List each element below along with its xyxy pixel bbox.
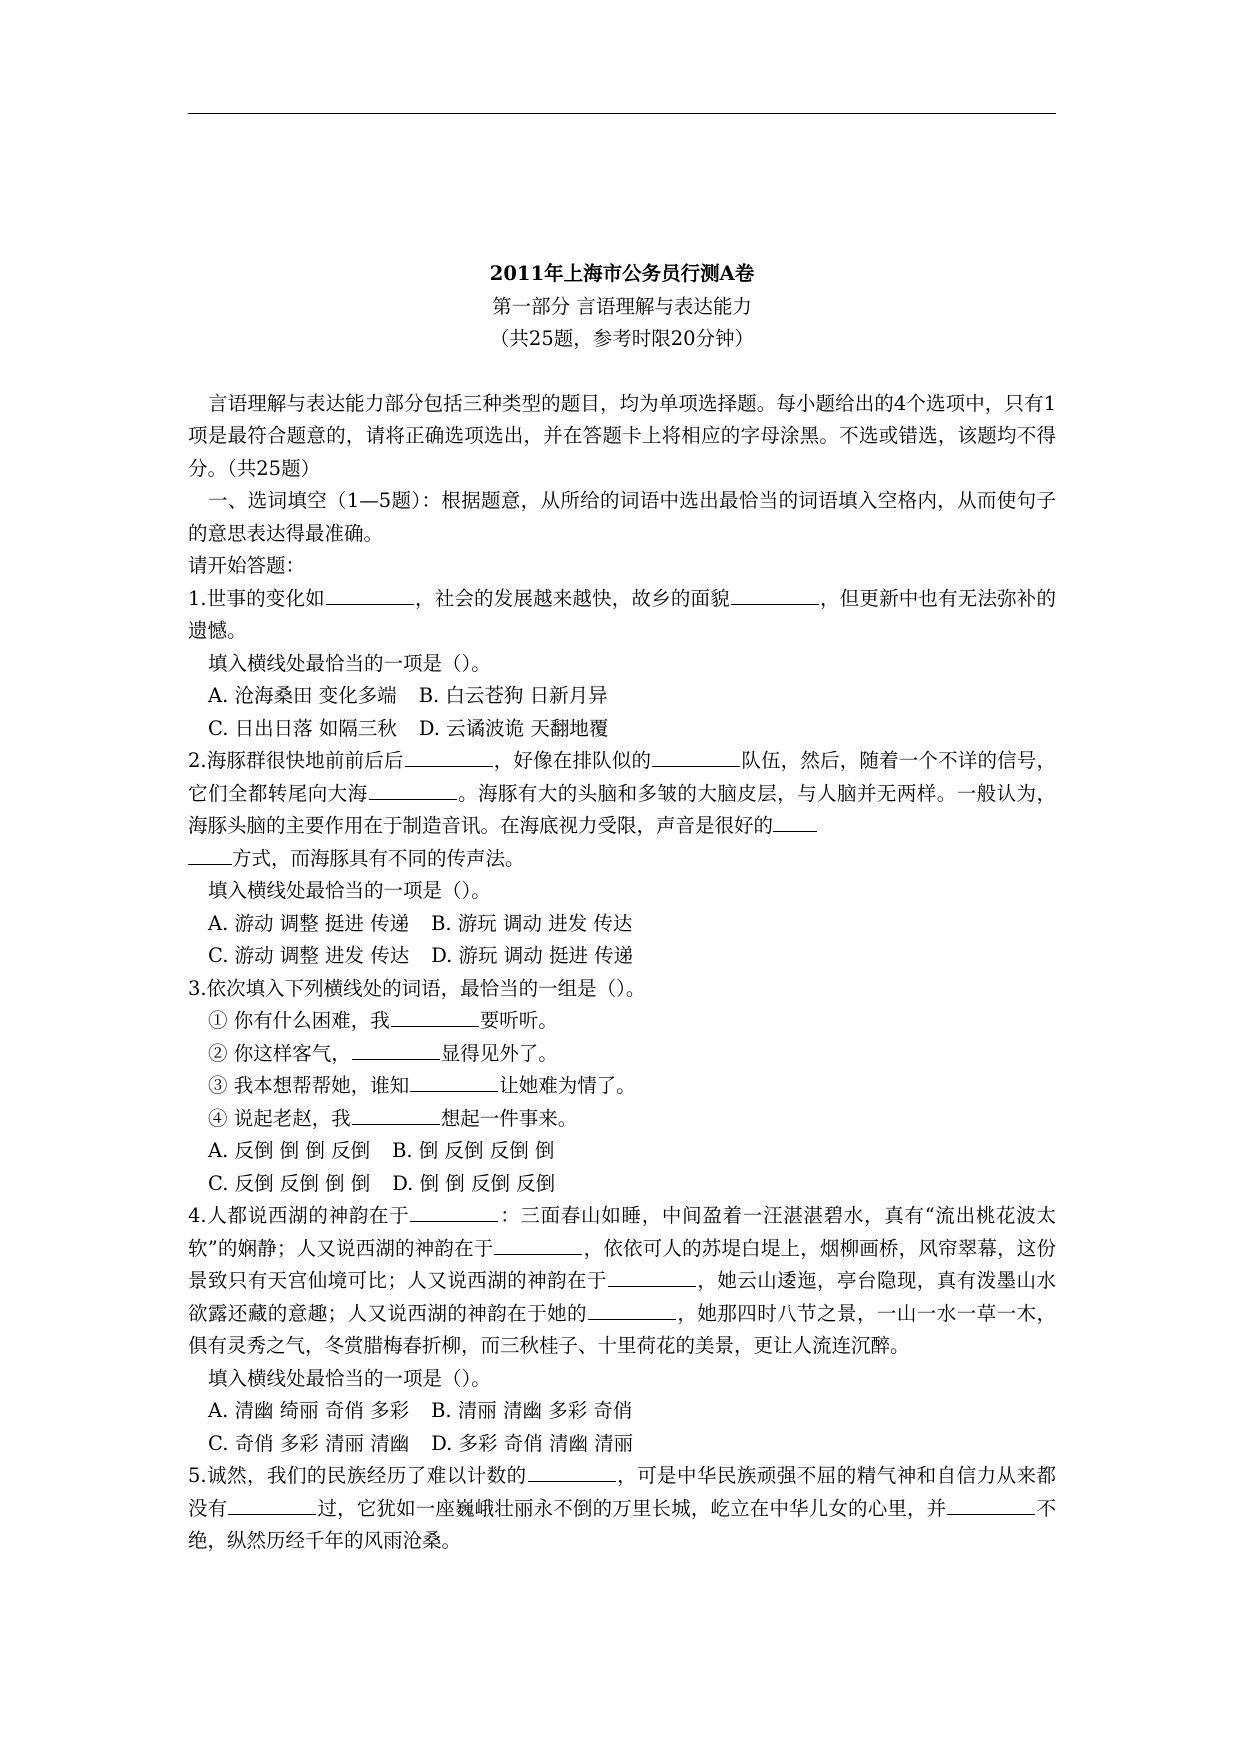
q3-s3-text-b: 让她难为情了。 <box>499 1074 636 1097</box>
q2-option-d: D. 游玩 调动 挺进 传递 <box>431 944 634 967</box>
q4-text-5: ，她那四时八节之景，一山一水一草一木，俱有灵秀之气，冬赏腊梅春折柳，而三秋桂子、十里荷花的美景，更让人流连沉醉。 <box>188 1301 1056 1357</box>
question-2-stem <box>188 745 1056 875</box>
q2-text-4: 。海豚有大的头脑和多皱的大脑皮层，与人脑并无两样。一般认为，海豚头脑的主要作用在于制造音讯。在海底视力受限，声音是很好的 <box>188 781 1056 837</box>
q3-option-c: C. 反倒 反倒 倒 倒 <box>208 1171 371 1195</box>
blank-line <box>494 1236 582 1255</box>
question-4-prompt: 填入横线处最恰当的一项是（）。 <box>208 1366 491 1390</box>
question-2-options-row-1 <box>188 908 1056 941</box>
blank-line <box>528 1463 616 1482</box>
q3-option-d: D. 倒 倒 反倒 反倒 <box>392 1171 556 1195</box>
q3-sentence-2 <box>188 1038 1056 1071</box>
blank-line <box>188 846 232 865</box>
blank-line <box>352 1041 440 1060</box>
intro-paragraph: 言语理解与表达能力部分包括三种类型的题目，均为单项选择题。每小题给出的4个选项中，只有1项是最符合题意的，请将正确选项选出，并在答题卡上将相应的字母涂黑。不选或错选，该题均不得分。（共25题） <box>188 391 1056 480</box>
question-5-stem <box>188 1460 1056 1558</box>
q2-text-5: 方式，而海豚具有不同的传声法。 <box>232 846 525 870</box>
q2-option-b: B. 游玩 调动 进发 传达 <box>431 911 633 935</box>
doc-title: 2011年上海市公务员行测A卷 <box>489 262 755 285</box>
q5-text-1: 5.诚然，我们的民族经历了难以计数的 <box>188 1464 527 1487</box>
question-3-options-row-2 <box>188 1168 1056 1201</box>
q4-option-b: B. 清丽 清幽 多彩 奇俏 <box>431 1399 633 1422</box>
question-4-options-row-1 <box>188 1395 1056 1428</box>
section-instruction: 一、选词填空（1—5题）：根据题意，从所给的词语中选出最恰当的词语填入空格内，从而使句子的意思表达得最准确。 <box>188 489 1056 545</box>
q3-s3-text-a: ③ 我本想帮帮她，谁知 <box>208 1074 410 1097</box>
question-2-options-row-2 <box>188 940 1056 973</box>
blank-line <box>608 1268 696 1287</box>
blank-line <box>326 586 414 605</box>
question-1-options-row-2 <box>188 713 1056 746</box>
q3-s1-text-b: 要听听。 <box>479 1009 558 1032</box>
question-4-stem <box>188 1200 1056 1363</box>
start-prompt: 请开始答题： <box>188 554 306 577</box>
blank-line <box>652 748 740 767</box>
blank-line <box>391 1008 479 1027</box>
q1-text-2: ，社会的发展越来越快，故乡的面貌 <box>414 586 730 610</box>
question-1-stem <box>188 583 1056 648</box>
q3-s2-text-b: 显得见外了。 <box>440 1041 558 1065</box>
q3-option-b: B. 倒 反倒 反倒 倒 <box>392 1139 555 1162</box>
question-1-prompt: 填入横线处最恰当的一项是（）。 <box>208 651 491 675</box>
q3-s2-text-a: ② 你这样客气， <box>208 1041 351 1065</box>
q4-text-2: ：三面春山如睡，中间盈着一汪湛湛碧水，真有“流出桃花波太软”的娴静；人又说西湖的神韵在于 <box>188 1204 1056 1260</box>
spacer <box>188 356 1056 388</box>
blank-line <box>369 781 457 800</box>
blank-line <box>352 1106 440 1125</box>
blank-line <box>410 1203 498 1222</box>
question-3-options-row-1 <box>188 1135 1056 1168</box>
q3-s1-text-a: ① 你有什么困难，我 <box>208 1009 390 1032</box>
document-body <box>188 258 1056 1558</box>
blank-line <box>410 1073 498 1092</box>
header-rule <box>188 113 1056 114</box>
q4-option-d: D. 多彩 奇俏 清幽 清丽 <box>431 1431 634 1455</box>
part-title: 第一部分 言语理解与表达能力 <box>492 294 752 318</box>
question-3-stem: 3.依次填入下列横线处的词语，最恰当的一组是（）。 <box>188 976 646 1000</box>
q1-text-1: 1.世事的变化如 <box>188 586 325 610</box>
q4-text-3: ，依依可人的苏堤白堤上，烟柳画桥，风帘翠幕，这份景致只有天宫仙境可比；人又说西湖的神韵在于 <box>188 1236 1056 1292</box>
q3-sentence-4 <box>188 1103 1056 1136</box>
q1-option-c: C. 日出日落 如隔三秋 <box>208 716 397 740</box>
q5-text-3: 过，它犹如一座巍峨壮丽永不倒的万里长城，屹立在中华儿女的心里，并 <box>317 1496 947 1520</box>
q3-option-a: A. 反倒 倒 倒 反倒 <box>208 1139 371 1162</box>
q4-text-4: ，她云山逶迤，亭台隐现，真有泼墨山水欲露还藏的意趣；人又说西湖的神韵在于她的 <box>188 1269 1056 1325</box>
q3-sentence-3 <box>188 1070 1056 1103</box>
q5-text-2: ，可是中华民族顽强不屈的精气神和自信力从来都没有 <box>188 1464 1056 1520</box>
q1-option-a: A. 沧海桑田 变化多端 <box>208 684 397 707</box>
q1-option-d: D. 云谲波诡 天翻地覆 <box>418 716 609 740</box>
q2-option-c: C. 游动 调整 进发 传达 <box>208 944 410 967</box>
q5-text-4: 不绝，纵然历经千年的风雨沧桑。 <box>188 1496 1056 1552</box>
question-2-prompt: 填入横线处最恰当的一项是（）。 <box>208 879 491 902</box>
blank-line <box>405 748 493 767</box>
q3-s4-text-b: 想起一件事来。 <box>440 1106 578 1130</box>
blank-line <box>947 1496 1035 1515</box>
blank-line <box>228 1496 316 1515</box>
blank-line <box>588 1301 676 1320</box>
blank-line <box>731 586 819 605</box>
q3-sentence-1 <box>188 1005 1056 1038</box>
q2-text-2: ，好像在排队似的 <box>493 749 652 772</box>
q3-s4-text-a: ④ 说起老赵，我 <box>208 1106 351 1130</box>
q2-text-1: 2.海豚群很快地前前后后 <box>188 749 404 772</box>
blank-line <box>773 813 817 832</box>
q4-option-a: A. 清幽 绮丽 奇俏 多彩 <box>208 1399 410 1422</box>
q4-text-1: 4.人都说西湖的神韵在于 <box>188 1204 410 1227</box>
q2-option-a: A. 游动 调整 挺进 传递 <box>208 911 410 935</box>
part-note: （共25题，参考时限20分钟） <box>489 327 755 350</box>
q1-option-b: B. 白云苍狗 日新月异 <box>418 684 608 707</box>
question-1-options-row-1 <box>188 680 1056 713</box>
q4-option-c: C. 奇俏 多彩 清丽 清幽 <box>208 1431 410 1455</box>
question-4-options-row-2 <box>188 1428 1056 1461</box>
q1-text-3: ，但更新中也有无法弥补的遗憾。 <box>188 586 1056 642</box>
q2-text-3: 队伍，然后，随着一个不详的信号，它们全都转尾向大海 <box>188 749 1056 805</box>
